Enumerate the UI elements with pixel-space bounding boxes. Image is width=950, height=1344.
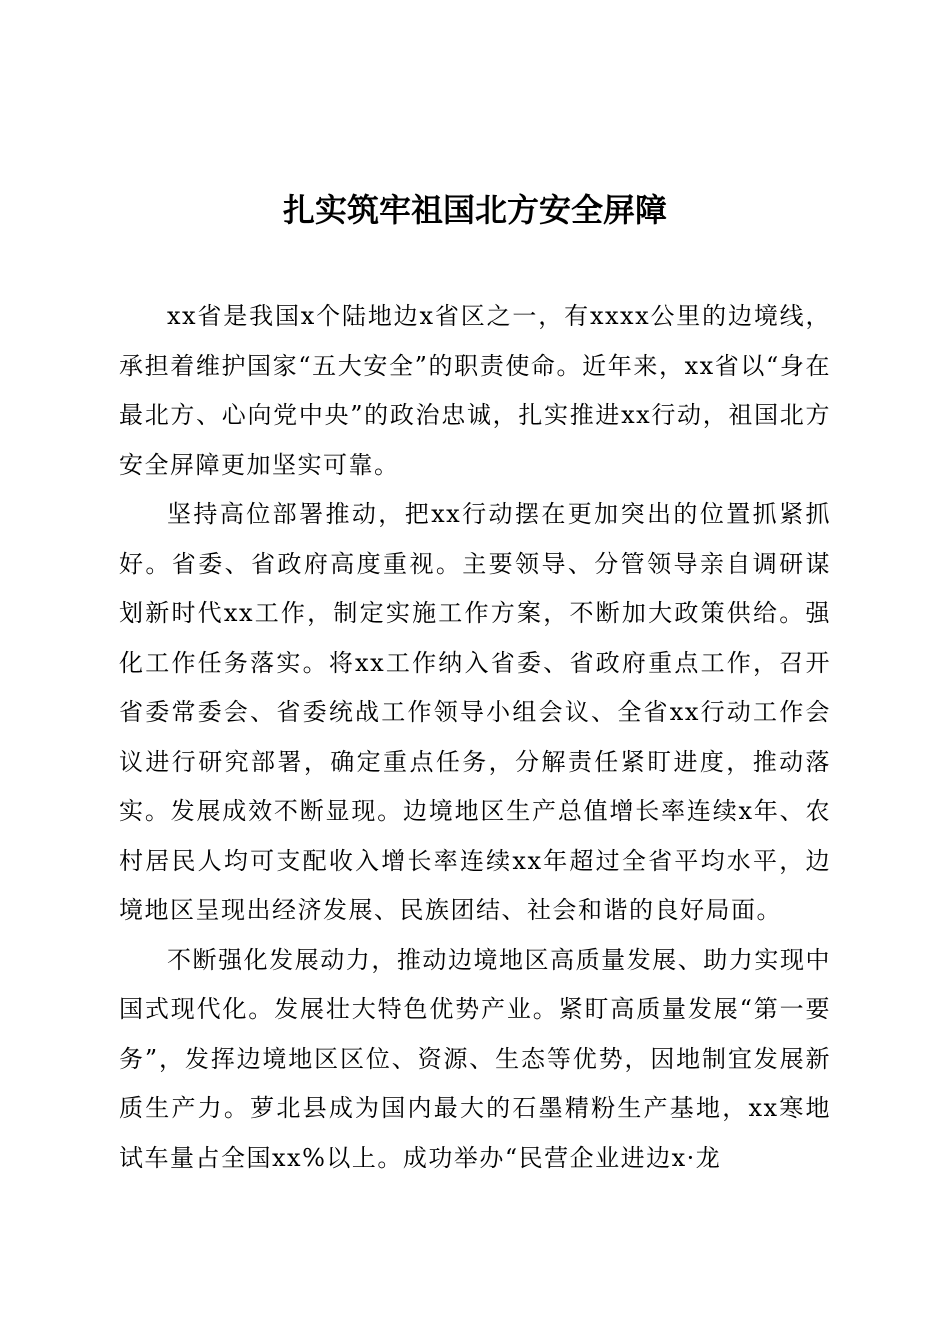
document-title: 扎实筑牢祖国北方安全屏障 [282,191,667,229]
paragraph: 不断强化发展动力，推动边境地区高质量发展、助力实现中国式现代化。发展壮大特色优势产业。紧盯高质量发展“第一要务”，发挥边境地区区位、资源、生态等优势，因地制宜发展新质生产力。萝北县成为国内最大的石墨精粉生产基地，xx寒地试车量占全国xx%以上。成功举办“民营企业进边x·龙 [119,945,831,1172]
paragraph: 坚持高位部署推动，把xx行动摆在更加突出的位置抓紧抓好。省委、省政府高度重视。主要领导、分管领导亲自调研谋划新时代xx工作，制定实施工作方案，不断加大政策供给。强化工作任务落实。将xx工作纳入省委、省政府重点工作，召开省委常委会、省委统战工作领导小组会议、全省xx行动工作会议进行研究部署，确定重点任务，分解责任紧盯进度，推动落实。发展成效不断显现。边境地区生产总值增长率连续x年、农村居民人均可支配收入增长率连续xx年超过全省平均水平，边境地区呈现出经济发展、民族团结、社会和谐的良好局面。 [119,500,831,924]
paragraph: xx省是我国x个陆地边x省区之一，有xxxx公里的边境线，承担着维护国家“五大安全”的职责使命。近年来，xx省以“身在最北方、心向党中央”的政治忠诚，扎实推进xx行动，祖国北方安全屏障更加坚实可靠。 [119,302,831,479]
document-body [119,292,831,1183]
